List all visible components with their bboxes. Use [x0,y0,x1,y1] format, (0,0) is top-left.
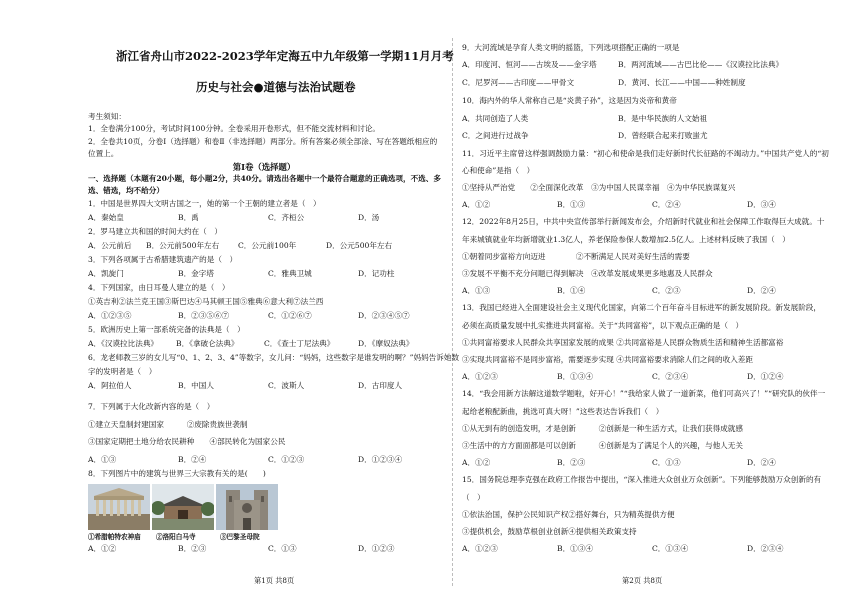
option-a[interactable]: A．共同创造了人类 [462,114,529,123]
option-b[interactable]: B．②④ [178,455,207,464]
question-14-options [462,458,842,468]
question-13-cont: 必须在高质量发展中扎实推进共同富裕。关于“共同富裕”，以下观点正确的是（ ） [462,321,744,330]
option-d[interactable]: D．③④ [747,200,776,209]
option-d[interactable]: D．公元500年左右 [326,241,393,250]
option-a[interactable]: A．①②③⑤ [88,311,132,320]
option-b[interactable]: B．《拿破仑法典》 [176,339,239,348]
question-1-options [88,213,440,223]
option-c[interactable]: C．尼罗河——古印度——甲骨文 [462,78,575,87]
option-b[interactable]: B．公元前500年左右 [146,241,220,250]
question-11-options [462,200,842,210]
question-4-options [88,311,440,321]
option-c[interactable]: C．公元前100年 [238,241,297,250]
question-2: 2．罗马建立共和国的时间大约在（ ） [88,227,222,236]
option-a[interactable]: A．①② [88,544,117,553]
question-11: 11．习近平主席曾这样强调鼓励力量：“初心和使命是我们走好新时代长征路的不竭动力。”中国共产党人的“初 [462,149,829,158]
question-4: 4．下列国家，由日耳曼人建立的是（ ） [88,283,230,292]
question-12-options [462,286,842,296]
question-13-options [462,372,842,382]
question-6: 6．龙老师教三岁的女儿写“0、1、2、3、4”等数字，女儿问：“妈妈，这些数字是谁发明的啊？”妈妈告诉她数 [88,353,460,362]
photo-caption: ①希腊帕特农神庙 [88,533,141,541]
option-c[interactable]: C．①②③ [268,455,305,464]
option-d[interactable]: D．②③④⑤⑦ [358,311,410,320]
photo-caption: ②洛阳白马寺 [156,533,196,541]
question-8: 8．下列图片中的建筑与世界三大宗教有关的是( ) [88,469,266,478]
instruction-line: 一、选择题（本题有20小题，每小题2分，共40分。请选出各题中一个最符合题意的正确选项，不选、多 [88,174,441,183]
option-b[interactable]: B．禹 [178,213,199,222]
question-9-options [462,78,842,88]
question-14-cont: 起给老粮配新曲，挑选可真大呀！”这些表达告诉我们（ ） [462,407,664,416]
question-13-statements: ③实现共同富裕不是同步富裕，需要逐步实现 ④共同富裕要求消除人们之间的收入差距 [462,355,753,364]
option-a[interactable]: A．①③ [462,286,491,295]
question-11-cont: 心和使命”是指（ ） [462,166,535,175]
question-12-statements: ①朝着同步富裕方向迈进 ②不断满足人民对美好生活的需要 [462,252,690,261]
option-b[interactable]: B．①③④ [557,544,593,553]
page-number: 第2页 共8页 [622,576,663,585]
option-c[interactable]: C．雅典卫城 [268,269,312,278]
question-15: 15．国务院总理李克强在政府工作报告中提出，“深入推进大众创业万众创新”。下列能够鼓励万众创新的有 [462,475,822,484]
option-d[interactable]: D．①②③ [358,544,395,553]
question-4-statements: ①英吉利②法兰克王国③斯巴达④马其顿王国⑤雅典⑥意大利⑦法兰西 [88,297,324,306]
option-d[interactable]: D．②④ [747,458,776,467]
option-a[interactable]: A．①② [462,458,491,467]
option-a[interactable]: A．①② [462,200,491,209]
question-8-photos [88,484,278,542]
question-7: 7．下列属于大化改新内容的是（ ） [88,402,215,411]
question-7-statements: ①建立天皇制封建国家 ②废除贵族世袭制 [88,420,248,429]
question-10: 10．海内外的华人常称自己是“炎黄子孙”，这是因为炎帝和黄帝 [462,96,677,105]
option-a[interactable]: A．阿拉伯人 [88,381,132,390]
option-d[interactable]: D．黄河、长江——中国——种姓制度 [618,78,746,87]
question-13-statements: ①共同富裕要求人民群众共享国家发展的成果 ②共同富裕是人民群众物质生活和精神生活都富裕 [462,338,784,347]
white-horse-temple-photo [152,484,214,530]
question-7-statements: ③国家定期把土地分给农民耕种 ④部民转化为国家公民 [88,437,286,446]
option-b[interactable]: B．中国人 [178,381,214,390]
question-15-cont: （ ） [462,493,485,502]
option-d[interactable]: D．记功柱 [358,269,395,278]
question-5: 5．欧洲历史上第一部系统完备的法典是（ ） [88,325,245,334]
question-15-statements: ③提供机会，鼓励草根创业创新④提供相关政策支持 [462,527,637,536]
option-b[interactable]: B．①④ [557,286,586,295]
option-d[interactable]: D．汤 [358,213,380,222]
option-b[interactable]: B．金字塔 [178,269,214,278]
notre-dame-photo [216,484,278,530]
question-3: 3．下列各项属于古希腊建筑遗产的是（ ） [88,255,238,264]
notice-heading: 考生须知： [88,112,126,121]
question-10-options [462,131,842,141]
option-c[interactable]: C．之间进行过战争 [462,131,529,140]
question-9-options [462,60,842,70]
option-a[interactable]: A．秦始皇 [88,213,124,222]
option-a[interactable]: A．凯旋门 [88,269,124,278]
option-a[interactable]: A．印度河、恒河——古埃及——金字塔 [462,60,597,69]
photo-caption: ③巴黎圣母院 [220,533,260,541]
parthenon-photo [88,484,150,530]
option-c[interactable]: C．②④ [652,200,681,209]
page-number: 第1页 共8页 [254,576,295,585]
option-b[interactable]: B．①③ [557,200,586,209]
question-10-options [462,114,842,124]
notice-line: 1．全卷满分100分，考试时间100分钟。全卷采用开卷形式，但不能交流材料和讨论。 [88,124,381,133]
question-14: 14．“我会用新方法解这道数学题啦，好开心！”“我给家人做了一道新菜，他们可高兴了！”“研究队的伙伴一 [462,389,826,398]
option-c[interactable]: C．齐桓公 [268,213,305,222]
option-c[interactable]: C．①③ [268,544,297,553]
question-9: 9．大河流域是孕育人类文明的摇篮，下列选项搭配正确的一项是 [462,43,680,52]
question-5-options [88,339,440,349]
option-c[interactable]: C．①②⑥⑦ [268,311,312,320]
question-12-statements: ③发展不平衡不充分问题已得到解决 ④改革发展成果更多地惠及人民群众 [462,269,713,278]
question-7-options [88,455,440,465]
notice-line: 位置上。 [88,149,119,158]
option-d[interactable]: D．②④ [747,286,776,295]
notice-line: 2．全卷共10页，分卷Ⅰ（选择题）和卷Ⅱ（非选择题）两部分。所有答案必须全部涂、写在答题纸相应的 [88,137,438,146]
section-title: 第Ⅰ卷（选择题） [232,162,296,172]
question-15-options [462,544,842,554]
option-b[interactable]: B．②③ [178,544,207,553]
option-c[interactable]: C．①③④ [652,544,689,553]
option-b[interactable]: B．两河流域——古巴比伦——《汉谟拉比法典》 [618,60,784,69]
option-a[interactable]: A．《汉谟拉比法典》 [88,339,159,348]
option-a[interactable]: A．公元前后 [88,241,132,250]
question-8-options [88,544,440,554]
exam-subtitle: 历史与社会●道德与法治试题卷 [196,80,356,94]
question-11-statements: ①坚持从严治党 ②全面深化改革 ③为中国人民谋幸福 ④为中华民族谋复兴 [462,183,736,192]
option-b[interactable]: B．①③④ [557,372,593,381]
question-1: 1．中国是世界四大文明古国之一，她的第一个王朝的建立者是（ ） [88,199,321,208]
option-d[interactable]: D．《摩奴法典》 [358,339,414,348]
option-c[interactable]: C．②③④ [652,372,689,381]
option-d[interactable]: D．②③④ [747,544,784,553]
question-14-statements: ③生活中的方方面面都是可以创新 ④创新是为了满足个人的兴趣，与他人无关 [462,441,743,450]
question-13: 13．我国已经进入全面建设社会主义现代化国家，向第二个百年奋斗目标进军的新发展阶段。新发展阶段， [462,303,821,312]
option-c[interactable]: C．波斯人 [268,381,305,390]
question-3-options [88,269,440,279]
exam-title: 浙江省舟山市2022-2023学年定海五中九年级第一学期11月月考 [116,49,454,63]
page-divider [452,38,453,586]
question-2-options [88,241,440,251]
option-c[interactable]: C．《查士丁尼法典》 [264,339,335,348]
question-6-options [88,381,440,391]
instruction-line: 选、错选，均不给分） [88,186,164,195]
option-d[interactable]: D．①②③④ [358,455,403,464]
option-b[interactable]: B．②③⑤⑥⑦ [178,311,230,320]
option-a[interactable]: A．①②③ [462,544,498,553]
option-a[interactable]: A．①③ [88,455,117,464]
question-15-statements: ①依法治国，保护公民知识产权②搭好舞台，只为精英提供方便 [462,510,675,519]
option-d[interactable]: D．①②④ [747,372,784,381]
question-12: 12．2022年8月25日，中共中央宣传部举行新闻发布会，介绍新时代就业和社会保障工作取得巨大成就。十 [462,217,825,226]
option-b[interactable]: B．②③ [557,458,586,467]
question-14-statements: ①从无到有的创造发明，才是创新 ②创新是一种生活方式，让我们获得成就感 [462,424,743,433]
question-6-cont: 字的发明者是（ ） [88,367,157,376]
option-b[interactable]: B．是中华民族的人文始祖 [618,114,708,123]
option-c[interactable]: C．①③ [652,458,681,467]
question-12-cont: 年来城镇就业年均新增就业1.3亿人，养老保险参保人数增加2.5亿人。上述材料反映了我国（ ） [462,235,790,244]
option-d[interactable]: D．古印度人 [358,381,403,390]
option-a[interactable]: A．①②③ [462,372,498,381]
option-d[interactable]: D．曾经联合起来打败蚩尤 [618,131,708,140]
option-c[interactable]: C．②③ [652,286,681,295]
